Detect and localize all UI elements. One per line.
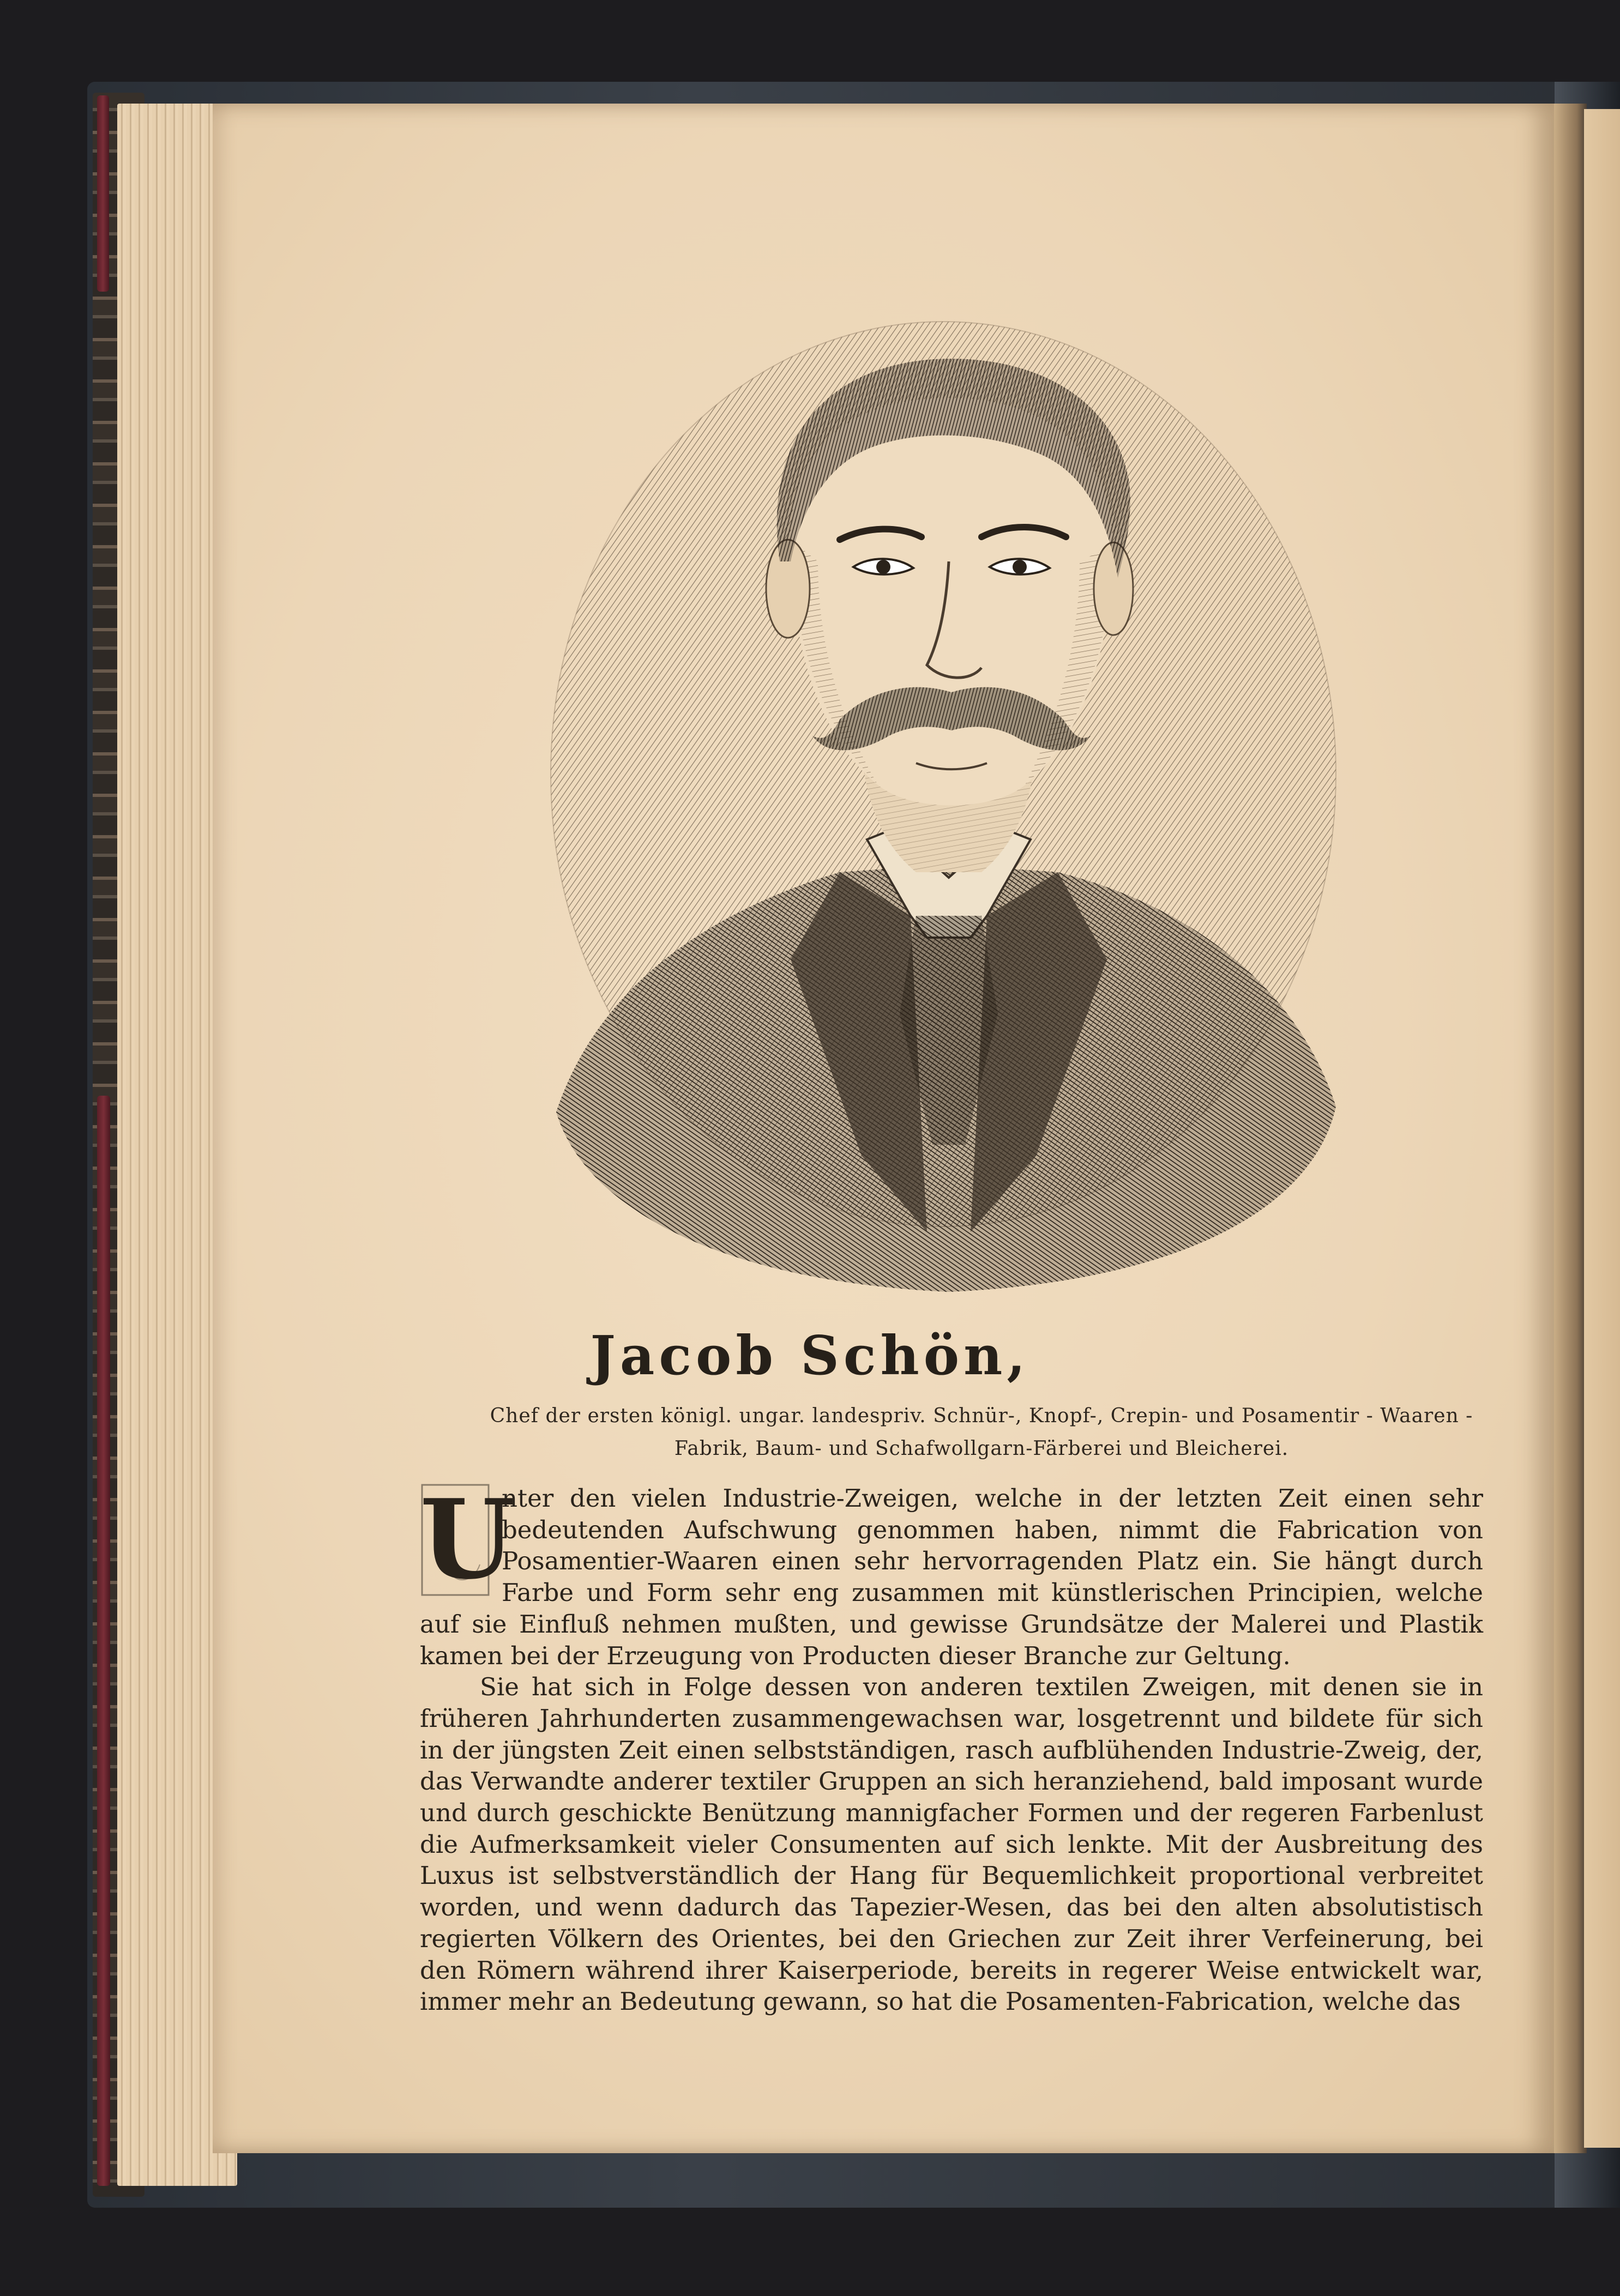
dropcap-letter: U	[420, 1476, 515, 1604]
facing-page-edge	[1584, 109, 1620, 2148]
portrait-caption-subtitle: Chef der ersten königl. ungar. landespriv. Schnür-, Knopf-, Crepin- und Posamentir - Waaren - Fabrik, Baum- und Schafwollgarn-Färberei und Bleicherei.	[490, 1405, 1473, 1460]
ornamental-dropcap	[420, 1476, 515, 1604]
paragraph-1: nter den vielen Industrie-Zweigen, welche in der letzten Zeit einen sehr bedeutenden Aufschwung genommen haben, nimmt die Fabrication von Posamentier-Waaren einen sehr hervorragenden Platz ein. Sie hängt durch Farbe und Form sehr eng zusammen mit künstlerischen Principien, welche auf sie Einfluß nehmen mußten, und gewisse Grundsätze der Malerei und Plastik kamen bei der Erzeugung von Producten dieser Branche zur Geltung.	[420, 1484, 1483, 1670]
paragraph-2: Sie hat sich in Folge dessen von anderen textilen Zweigen, mit denen sie in früheren Jahrhunderten zusammengewachsen war, losgetrennt und bildete für sich in der jüngsten Zeit einen selbstständigen, rasch aufblühenden Industrie-Zweig, der, das Verwandte anderer textiler Gruppen an sich heranziehend, bald imposant wurde und durch geschickte Benützung mannigfacher Formen und der regeren Farbenlust die Aufmerksamkeit vieler Consumenten auf sich lenkte. Mit der Ausbreitung des Luxus ist selbstverständlich der Hang für Bequemlichkeit proportional verbreitet worden, und wenn dadurch das Tapezier-Wesen, das bei den alten absolutistisch regierten Völkern des Orientes, bei den Griechen zur Zeit ihrer Verfeinerung, bei den Römern während ihrer Kaiserperiode, bereits in regerer Weise entwickelt war, immer mehr an Bedeutung gewann, so hat die Posamenten-Fabrication, welche das	[420, 1672, 1483, 2016]
page-gutter	[1554, 104, 1587, 2153]
article-body	[420, 1476, 1483, 2017]
bookmark-ribbon-top	[97, 95, 109, 292]
engraved-portrait	[534, 305, 1352, 1297]
portrait-caption-name: Jacob Schön,	[590, 1325, 1030, 1387]
bookmark-ribbon[interactable]	[97, 1096, 110, 2186]
